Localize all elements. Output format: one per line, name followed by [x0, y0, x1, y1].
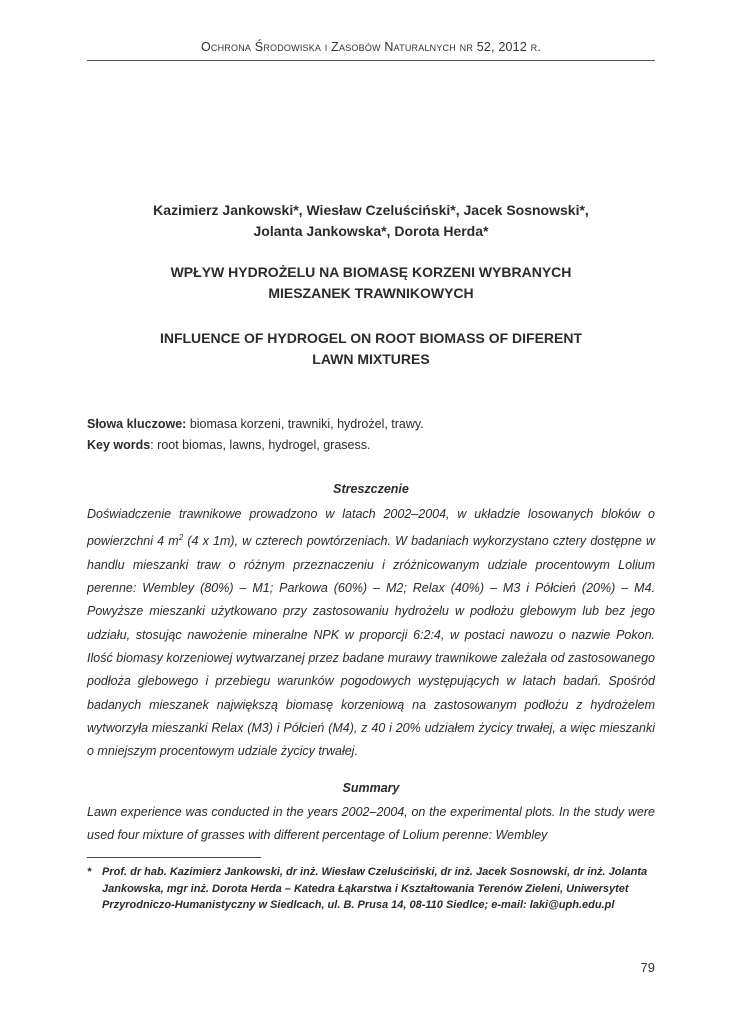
authors-line-1: Kazimierz Jankowski*, Wiesław Czeluściński*, Jacek Sosnowski*,: [153, 202, 589, 218]
summary-heading: Summary: [342, 781, 400, 795]
title-english: [87, 328, 655, 370]
keywords-english: [87, 435, 655, 456]
journal-name: Ochrona Środowiska i Zasobów Naturalnych: [200, 40, 456, 54]
footnote: [87, 864, 655, 914]
keywords-polish: [87, 414, 655, 435]
summary-body: [87, 801, 655, 848]
keywords-pl-label: Słowa kluczowe:: [87, 417, 187, 431]
summary-text: Lawn experience was conducted in the years 2002–2004, on the experimental plots. In the study were used four mixture of grasses with different percentage of Lolium perenne: Wembley: [87, 805, 655, 843]
title-pl-line-2: MIESZANEK TRAWNIKOWYCH: [268, 285, 474, 301]
keywords-en-label: Key words: [87, 438, 151, 452]
title-pl-line-1: WPŁYW HYDROŻELU NA BIOMASĘ KORZENI WYBRANYCH: [170, 264, 572, 280]
abstract-text-part-2: (4 x 1m), w czterech powtórzeniach. W badaniach wykorzystano cztery dostępne w handlu mieszanki traw o różnym przeznaczeniu i zróżnicowanym udziale procentowym Lolium perenne: Wembley (80%) – M1; Parkowa (60%) – M2; Relax (40%) – M3 i Półcień (20%) – M4. Powyższe mieszanki użytkowano przy zastosowaniu hydrożelu w podłożu glebowym lub bez jego udziału, stosując nawożenie mineralne NPK w proporcji 6:2:4, w postaci nawozu o nazwie Pokon. Ilość biomasy korzeniowej wytwarzanej przez badane murawy trawnikowe zależała od zastosowanego podłoża glebowego i przebiegu warunków pogodowych występujących w latach badań. Spośród badanych mieszanek największą biomasę korzeniową na zastosowanym podłożu z hydrożelem wytworzyła mieszanki Relax (M3) i Półcień (M4), z 40 i 20% udziałem życicy trwałej, a więc mieszanki o mniejszym procentowym udziale życicy trwałej.: [87, 534, 655, 759]
page-number: 79: [640, 960, 655, 975]
abstract-body: [87, 503, 655, 763]
superscript-2: 2: [178, 533, 184, 543]
keywords-en-text: : root biomas, lawns, hydrogel, grasess.: [150, 438, 371, 452]
title-en-line-1: INFLUENCE OF HYDROGEL ON ROOT BIOMASS OF DIFERENT: [159, 330, 583, 346]
running-header: [87, 40, 655, 54]
footnote-rule: [87, 857, 261, 858]
title-en-line-2: LAWN MIXTURES: [312, 351, 430, 367]
author-list: [87, 200, 655, 242]
footnote-text: Prof. dr hab. Kazimierz Jankowski, dr inż. Wiesław Czeluściński, dr inż. Jacek Sosnowski, dr inż. Jolanta Jankowska, mgr inż. Dorota Herda – Katedra Łąkarstwa i Kształtowania Terenów Zieleni, Uniwersytet Przyrodniczo-Humanistyczny w Siedlcach, ul. B. Prusa 14, 08-110 Siedlce; e-mail: laki@uph.edu.pl: [102, 866, 648, 911]
abstract-text-part-1: Doświadczenie trawnikowe prowadzono w latach 2002–2004, w układzie losowanych bloków o powierzchni 4 m: [87, 507, 655, 549]
journal-issue: nr 52, 2012 r.: [459, 40, 542, 54]
keywords-block: [87, 414, 655, 456]
authors-line-2: Jolanta Jankowska*, Dorota Herda*: [253, 223, 489, 239]
abstract-heading: Streszczenie: [333, 482, 409, 496]
header-rule: [87, 60, 655, 61]
keywords-pl-text: biomasa korzeni, trawniki, hydrożel, trawy.: [186, 417, 424, 431]
title-polish: [87, 262, 655, 304]
footnote-mark: *: [87, 866, 92, 878]
